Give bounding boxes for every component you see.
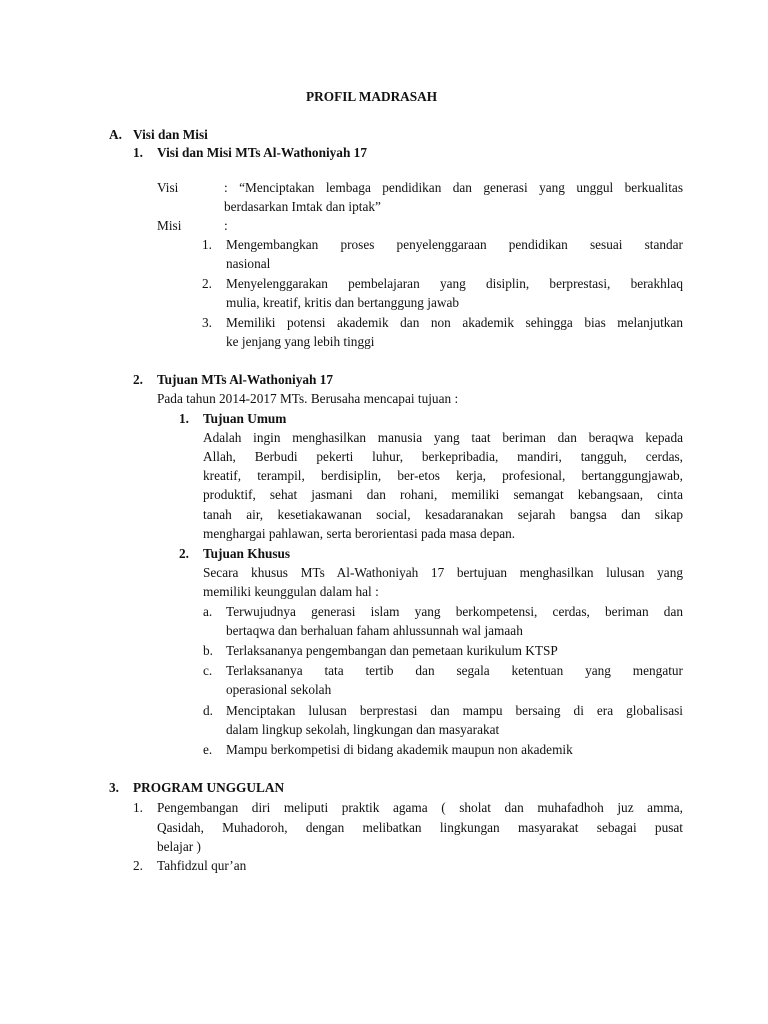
khusus-item-c-marker: c. (203, 663, 213, 678)
sub2-marker: 2. (133, 372, 143, 387)
khusus-item-c-line1: Terlaksananya tata tertib dan segala ketentuan yang mengatur (226, 663, 683, 678)
khusus-item-c-line2: operasional sekolah (226, 682, 332, 697)
section-a-marker: A. (109, 127, 122, 142)
misi-item-1-line1: Mengembangkan proses penyelenggaraan pendidikan sesuai standar (226, 237, 683, 252)
tujuan-umum-line-1: Adalah ingin menghasilkan manusia yang taat beriman dan beraqwa kepada (203, 430, 683, 445)
misi-item-2-marker: 2. (202, 276, 212, 291)
tujuan-khusus-marker: 2. (179, 546, 189, 561)
misi-label: Misi (157, 218, 182, 233)
khusus-item-b-line1: Terlaksananya pengembangan dan pemetaan kurikulum KTSP (226, 643, 558, 658)
khusus-item-a-line2: bertaqwa dan berhaluan faham ahlussunnah wal jamaah (226, 623, 523, 638)
visi-text-line1: : “Menciptakan lembaga pendidikan dan generasi yang unggul berkualitas (224, 180, 683, 195)
misi-colon: : (224, 218, 228, 233)
tujuan-umum-marker: 1. (179, 411, 189, 426)
program-item-1-line2: Qasidah, Muhadoroh, dengan melibatkan lingkungan masyarakat sebagai pusat (157, 820, 683, 835)
visi-text-line2: berdasarkan Imtak dan iptak” (224, 199, 381, 214)
khusus-item-e-marker: e. (203, 742, 213, 757)
khusus-item-d-marker: d. (203, 703, 213, 718)
tujuan-khusus-intro-line1: Secara khusus MTs Al-Wathoniyah 17 bertujuan menghasilkan lulusan yang (203, 565, 683, 580)
sub1-marker: 1. (133, 145, 143, 160)
tujuan-umum-line-4: produktif, sehat jasmani dan rohani, memiliki semangat kebangsaan, cinta (203, 487, 683, 502)
khusus-item-a-line1: Terwujudnya generasi islam yang berkompetensi, cerdas, beriman dan (226, 604, 683, 619)
tujuan-umum-line-5: tanah air, kesetiakawanan social, kesadaranakan sejarah bangsa dan sikap (203, 507, 683, 522)
misi-item-2-line1: Menyelenggarakan pembelajaran yang disiplin, berprestasi, berakhlaq (226, 276, 683, 291)
tujuan-khusus-heading: Tujuan Khusus (203, 546, 291, 561)
visi-label: Visi (157, 180, 179, 195)
khusus-item-a-marker: a. (203, 604, 213, 619)
sub1-heading: Visi dan Misi MTs Al-Wathoniyah 17 (157, 145, 367, 160)
program-heading: PROGRAM UNGGULAN (133, 780, 285, 795)
khusus-item-e-line1: Mampu berkompetisi di bidang akademik maupun non akademik (226, 742, 573, 757)
tujuan-umum-line-6: menghargai pahlawan, serta berorientasi pada masa depan. (203, 526, 516, 541)
misi-item-2-line2: mulia, kreatif, kritis dan bertanggung jawab (226, 295, 459, 310)
program-item-2-line1: Tahfidzul qur’an (157, 858, 247, 873)
tujuan-umum-line-3: kreatif, terampil, berdisiplin, ber-etos kerja, profesional, bertanggungjawab, (203, 468, 683, 483)
section-a-heading: Visi dan Misi (133, 127, 208, 142)
misi-item-1-line2: nasional (226, 256, 271, 271)
khusus-item-b-marker: b. (203, 643, 213, 658)
sub2-intro: Pada tahun 2014-2017 MTs. Berusaha mencapai tujuan : (157, 391, 459, 406)
misi-item-3-line1: Memiliki potensi akademik dan non akademik sehingga bias melanjutkan (226, 315, 683, 330)
tujuan-khusus-intro-line2: memiliki keunggulan dalam hal : (203, 584, 379, 599)
khusus-item-d-line1: Menciptakan lulusan berprestasi dan mampu bersaing di era globalisasi (226, 703, 683, 718)
khusus-item-d-line2: dalam lingkup sekolah, lingkungan dan masyarakat (226, 722, 500, 737)
misi-item-3-line2: ke jenjang yang lebih tinggi (226, 334, 375, 349)
tujuan-umum-line-2: Allah, Berbudi pekerti luhur, berkepribadia, mandiri, tangguh, cerdas, (203, 449, 683, 464)
sub2-heading: Tujuan MTs Al-Wathoniyah 17 (157, 372, 334, 387)
misi-item-1-marker: 1. (202, 237, 212, 252)
program-item-1-line1: Pengembangan diri meliputi praktik agama ( sholat dan muhafadhoh juz amma, (157, 800, 683, 815)
program-item-2-marker: 2. (133, 858, 143, 873)
program-marker: 3. (109, 780, 119, 795)
misi-item-3-marker: 3. (202, 315, 212, 330)
tujuan-umum-heading: Tujuan Umum (203, 411, 287, 426)
program-item-1-marker: 1. (133, 800, 143, 815)
page-title: PROFIL MADRASAH (306, 89, 438, 104)
program-item-1-line3: belajar ) (157, 839, 201, 854)
